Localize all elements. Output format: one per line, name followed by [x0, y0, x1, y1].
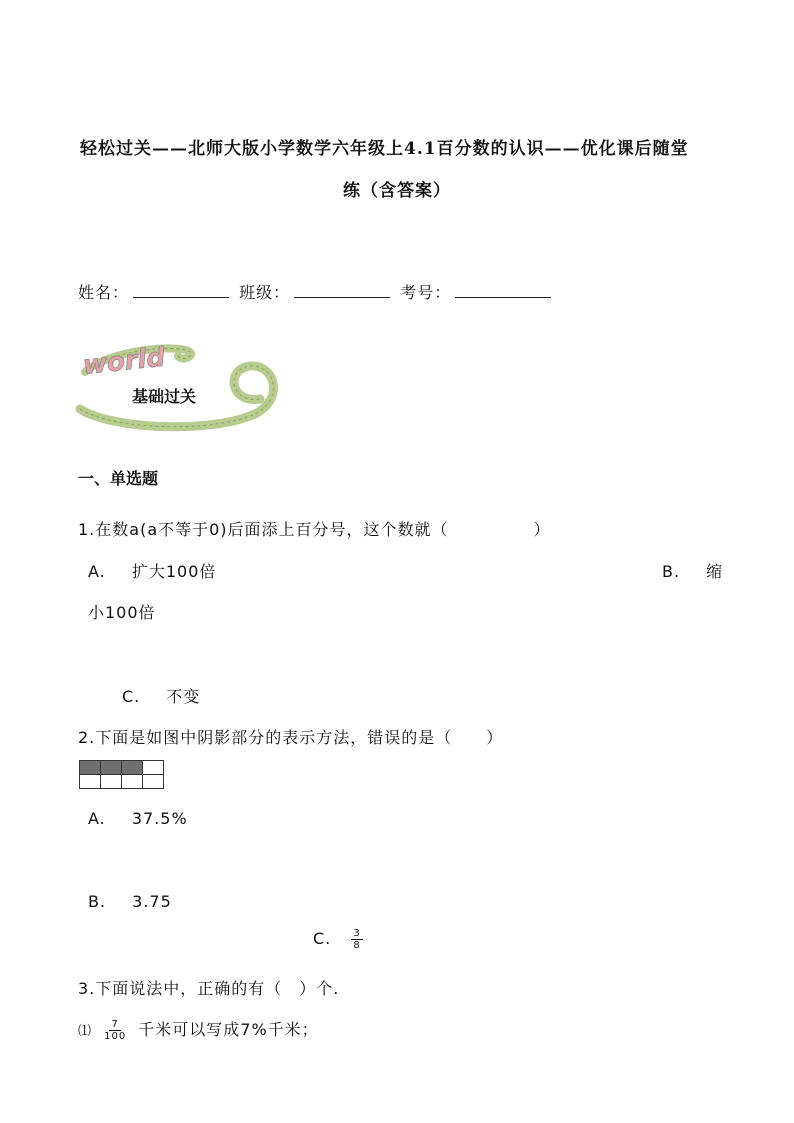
grid-cell — [122, 775, 143, 789]
question-2-option-a[interactable] — [88, 809, 188, 828]
option-letter: C. — [122, 687, 141, 706]
document-title-line2: 练（含答案） — [343, 181, 451, 201]
class-label: 班级： — [239, 283, 291, 302]
grid-cell — [122, 761, 143, 775]
grid-cell — [143, 761, 164, 775]
fraction — [351, 928, 362, 951]
grid-cell — [101, 775, 122, 789]
fraction-numerator: 7 — [111, 1019, 119, 1030]
fraction — [102, 1019, 128, 1042]
grid-cell — [143, 775, 164, 789]
student-info-line — [78, 280, 555, 303]
grid-cell — [80, 761, 101, 775]
badge-label: 基础过关 — [132, 387, 197, 406]
item-text: 千米可以写成7%千米； — [138, 1020, 319, 1039]
question-3-stem: 3.下面说法中，正确的有（ ）个. — [78, 979, 340, 998]
option-text: 不变 — [166, 687, 201, 706]
shaded-grid-figure — [79, 760, 164, 789]
question-1-option-a[interactable] — [88, 559, 216, 582]
option-letter: A. — [88, 562, 106, 581]
option-text: 缩 — [706, 562, 724, 581]
question-2-option-c[interactable] — [313, 928, 367, 951]
option-letter: A. — [88, 809, 106, 828]
number-blank[interactable] — [455, 281, 551, 298]
item-prefix: ⑴ — [78, 1024, 93, 1039]
question-2-stem: 2.下面是如图中阴影部分的表示方法，错误的是（ ） — [78, 728, 504, 747]
grid-cell — [101, 761, 122, 775]
question-2-option-b[interactable] — [88, 892, 172, 911]
option-text: 3.75 — [132, 892, 172, 911]
section-heading: 一、单选题 — [78, 469, 159, 488]
section-badge-ribbon — [70, 334, 280, 446]
name-blank[interactable] — [133, 281, 229, 298]
class-blank[interactable] — [294, 281, 390, 298]
fraction-numerator: 3 — [353, 928, 361, 939]
option-text: 扩大100倍 — [131, 562, 217, 581]
option-letter: B. — [88, 892, 107, 911]
grid-cell — [80, 775, 101, 789]
name-label: 姓名： — [78, 283, 130, 302]
question-1-stem: 1.在数a(a不等于0)后面添上百分号，这个数就（ ） — [78, 520, 551, 539]
badge-word: world — [81, 342, 167, 381]
number-label: 考号： — [400, 283, 452, 302]
question-1-option-b-continuation: 小100倍 — [88, 603, 156, 622]
fraction-denominator: 100 — [104, 1031, 127, 1042]
option-letter: C. — [313, 929, 332, 948]
option-text: 37.5% — [131, 809, 188, 828]
question-1-option-c[interactable] — [122, 684, 200, 707]
question-3-item-1 — [78, 1017, 319, 1042]
document-title-line1: 轻松过关——北师大版小学数学六年级上4.1百分数的认识——优化课后随堂 — [80, 139, 689, 159]
option-letter: B. — [662, 562, 681, 581]
fraction-denominator: 8 — [353, 940, 361, 951]
question-1-option-b[interactable] — [662, 559, 723, 582]
